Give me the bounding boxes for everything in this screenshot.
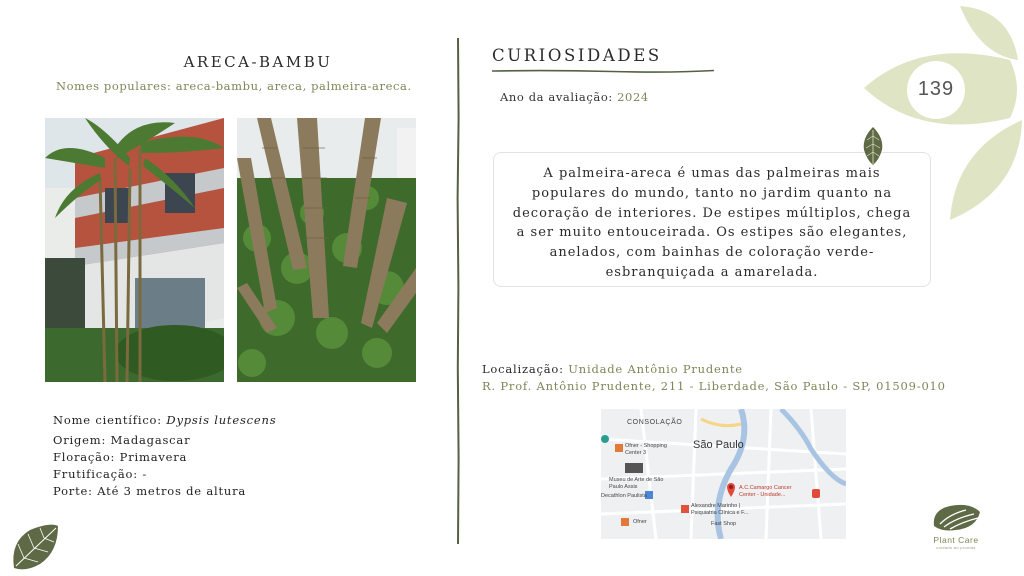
plant-title: ARECA-BAMBU <box>183 53 333 71</box>
location-address: R. Prof. Antônio Prudente, 211 - Liberdade, São Paulo - SP, 01509-010 <box>482 378 946 393</box>
plant-details <box>53 412 276 500</box>
popular-names: Nomes populares: areca-bambu, areca, palmeira-areca. <box>56 79 412 93</box>
brand-name: Plant Care <box>933 535 979 545</box>
location-label: Localização: <box>482 362 569 376</box>
scientific-name-value: Dypsis lutescens <box>166 413 277 427</box>
map-poi-museum: Museu de Arte de São Paulo Assis <box>609 477 664 490</box>
map-poi-hospital: A.C.Camargo Cancer Center - Unidade... <box>739 485 792 498</box>
plant-photo-trunks <box>237 118 416 382</box>
location-unit: Unidade Antônio Prudente <box>568 362 743 376</box>
scientific-name: Nome científico: Dypsis lutescens <box>53 413 277 427</box>
page-number-badge: 139 <box>917 78 955 100</box>
curiosity-text: A palmeira-areca é umas das palmeiras mais populares do mundo, tanto no jardim quanto na decoração de interiores. De estipes múltiplos, chega a ser muito entouceirada. Os estipes são elegantes, anelados, com bainhas de coloração verde-esbranquiçada a amarelada. <box>512 166 912 280</box>
map-poi-decathlon: Decathlon Paulista <box>601 493 647 499</box>
corner-leaf-icon <box>10 522 60 572</box>
plant-photo-building <box>45 118 224 382</box>
location-map[interactable] <box>601 409 846 539</box>
map-city: São Paulo <box>693 439 744 451</box>
map-poi-fastshop: Fast Shop <box>711 521 737 527</box>
map-poi-ofner: Ofner <box>633 519 647 525</box>
fruiting: Frutificação: - <box>53 467 148 481</box>
column-divider <box>456 38 460 544</box>
map-poi-shopping: Ofner - Shopping Center 3 <box>625 443 667 456</box>
small-leaf-icon <box>862 126 884 166</box>
curiosities-heading: CURIOSIDADES <box>492 46 662 65</box>
evaluation-year: Ano da avaliação: 2024 <box>500 90 649 104</box>
origin: Origem: Madagascar <box>53 433 191 447</box>
map-poi-clinic: Alexandre Marinho | Psiquiatria Clínica e F... <box>691 503 749 516</box>
leaf-badge-decoration <box>860 0 1024 230</box>
brand-tagline: cuidado ao prontas <box>936 545 976 550</box>
map-district: CONSOLAÇÃO <box>627 419 683 426</box>
heading-underline <box>492 69 714 73</box>
plant-size: Porte: Até 3 metros de altura <box>53 484 247 498</box>
evaluation-year-value: 2024 <box>617 90 649 104</box>
flowering: Floração: Primavera <box>53 450 188 464</box>
location <box>482 361 946 394</box>
